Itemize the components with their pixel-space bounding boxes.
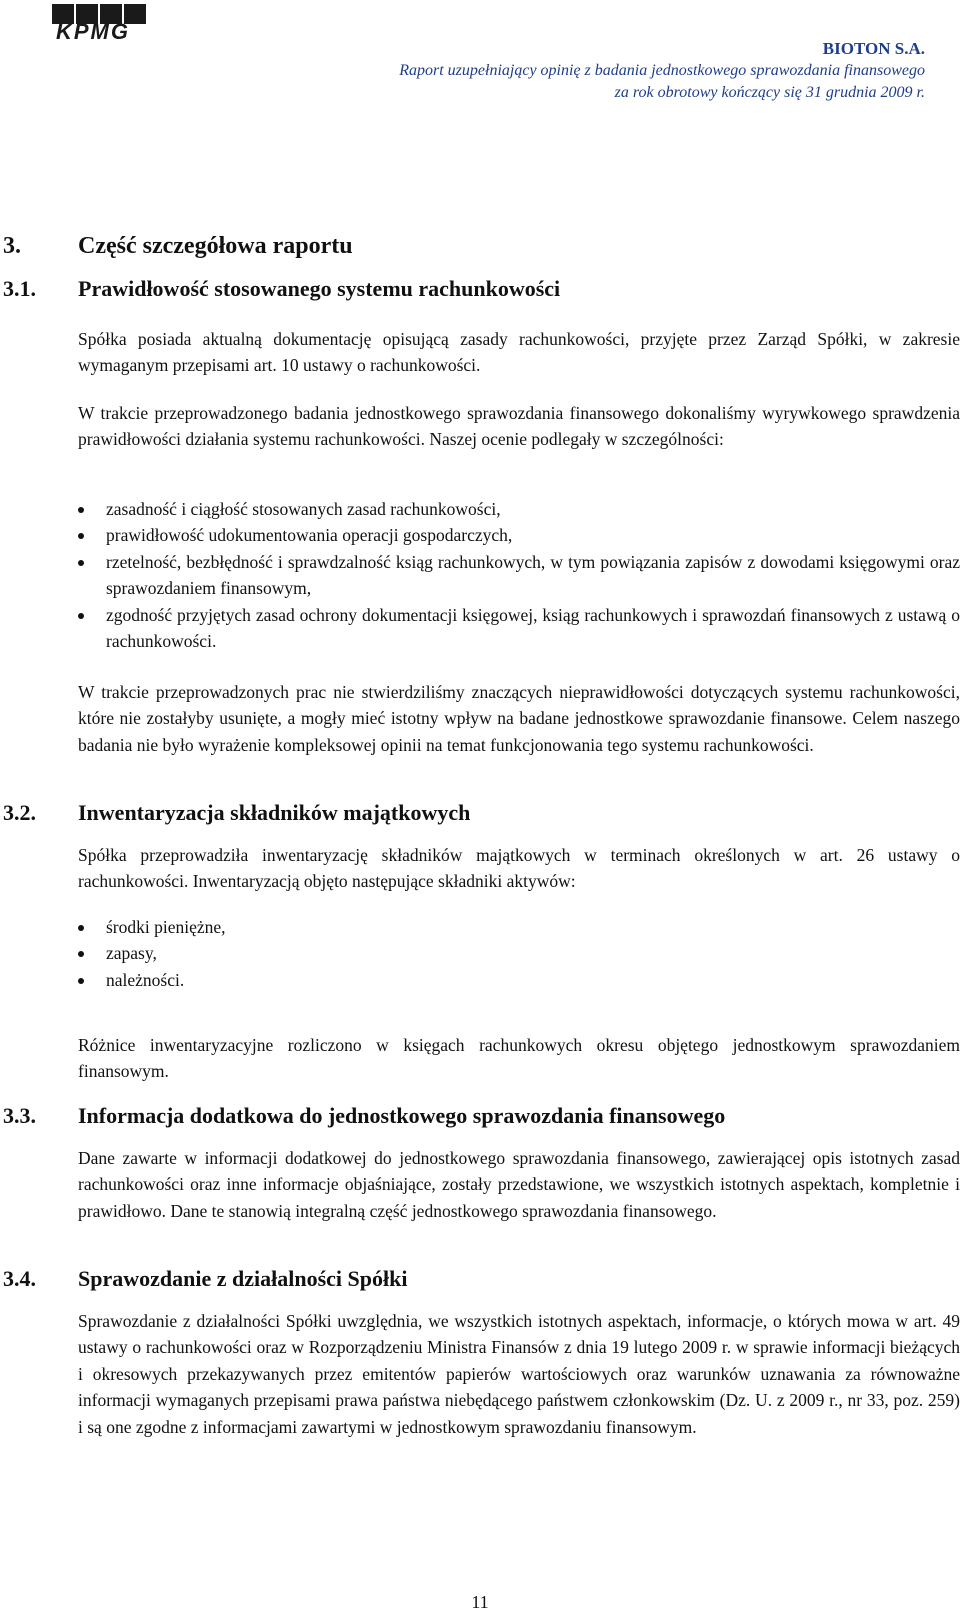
list-item: zasadność i ciągłość stosowanych zasad rachunkowości, [78, 496, 960, 522]
section-title: Inwentaryzacja składników majątkowych [78, 800, 471, 825]
section-number: 3.3. [3, 1103, 36, 1128]
bullet-list [78, 496, 960, 654]
bullet-icon [78, 951, 84, 957]
paragraph: Spółka posiada aktualną dokumentację opisującą zasady rachunkowości, przyjęte przez Zarząd Spółki, w zakresie wymaganym przepisami art. 10 ustawy o rachunkowości. [78, 329, 960, 376]
list-item: należności. [78, 967, 960, 993]
document-header [399, 38, 925, 104]
section-number: 3.2. [3, 800, 36, 825]
section-number: 3.4. [3, 1266, 36, 1291]
header-line-1: Raport uzupełniający opinię z badania jednostkowego sprawozdania finansowego [399, 62, 925, 79]
bullet-icon [78, 978, 84, 984]
list-item: środki pieniężne, [78, 914, 960, 940]
logo-text: KPMG [56, 19, 130, 44]
list-item: zapasy, [78, 940, 960, 966]
paragraph: Spółka przeprowadziła inwentaryzację składników majątkowych w terminach określonych w art. 26 ustawy o rachunkowości. Inwentaryzacją objęto następujące składniki aktywów: [78, 845, 960, 892]
bullet-list [78, 914, 960, 993]
header-line-2: za rok obrotowy kończący się 31 grudnia 2009 r. [614, 84, 925, 101]
bullet-icon [78, 925, 84, 931]
page-number: 11 [471, 1592, 489, 1612]
bullet-icon [78, 533, 84, 539]
paragraph: W trakcie przeprowadzonych prac nie stwierdziliśmy znaczących nieprawidłowości dotyczących systemu rachunkowości, które nie zostałyby usunięte, a mogły mieć istotny wpływ na badane jednostkowe sprawozdanie finansowe. Celem naszego badania nie było wyrażenie kompleksowej opinii na temat funkcjonowania tego systemu rachunkowości. [78, 682, 960, 755]
company-name: BIOTON S.A. [822, 39, 925, 58]
bullet-icon [78, 560, 84, 566]
list-item: zgodność przyjętych zasad ochrony dokumentacji księgowej, ksiąg rachunkowych i sprawozdań finansowych z ustawą o rachunkowości. [78, 602, 960, 655]
kpmg-logo [52, 4, 148, 44]
paragraph: Sprawozdanie z działalności Spółki uwzględnia, we wszystkich istotnych aspektach, informacje, o których mowa w art. 49 ustawy o rachunkowości oraz w Rozporządzeniu Ministra Finansów z dnia 19 lutego 2009 r. w sprawie informacji bieżących i okresowych przekazywanych przez emitentów papierów wartościowych oraz warunków uznawania za równoważne informacji wymaganych przepisami prawa państwa niebędącego państwem członkowskim (Dz. U. z 2009 r., nr 33, poz. 259) i są one zgodne z informacjami zawartymi w jednostkowym sprawozdaniu finansowym. [78, 1311, 960, 1437]
paragraph: Różnice inwentaryzacyjne rozliczono w księgach rachunkowych okresu objętego jednostkowym sprawozdaniem finansowym. [78, 1035, 960, 1082]
paragraph: W trakcie przeprowadzonego badania jednostkowego sprawozdania finansowego dokonaliśmy wyrywkowego sprawdzenia prawidłowości działania systemu rachunkowości. Naszej ocenie podlegały w szczególności: [78, 403, 960, 450]
section-title: Część szczegółowa raportu [78, 233, 353, 259]
section-title: Informacja dodatkowa do jednostkowego sprawozdania finansowego [78, 1103, 726, 1128]
paragraph: Dane zawarte w informacji dodatkowej do jednostkowego sprawozdania finansowego, zawierającej opis istotnych zasad rachunkowości oraz inne informacje objaśniające, zostały przedstawione, we wszystkich istotnych aspektach, kompletnie i prawidłowo. Dane te stanowią integralną część jednostkowego sprawozdania finansowego. [78, 1148, 960, 1221]
section-number: 3. [3, 233, 21, 259]
bullet-icon [78, 507, 84, 513]
section-title: Prawidłowość stosowanego systemu rachunkowości [78, 276, 561, 301]
bullet-icon [78, 613, 84, 619]
list-item: rzetelność, bezbłędność i sprawdzalność ksiąg rachunkowych, w tym powiązania zapisów z dowodami księgowymi oraz sprawozdaniem finansowym, [78, 549, 960, 602]
section-number: 3.1. [3, 276, 36, 301]
list-item: prawidłowość udokumentowania operacji gospodarczych, [78, 522, 960, 548]
section-title: Sprawozdanie z działalności Spółki [78, 1266, 408, 1291]
